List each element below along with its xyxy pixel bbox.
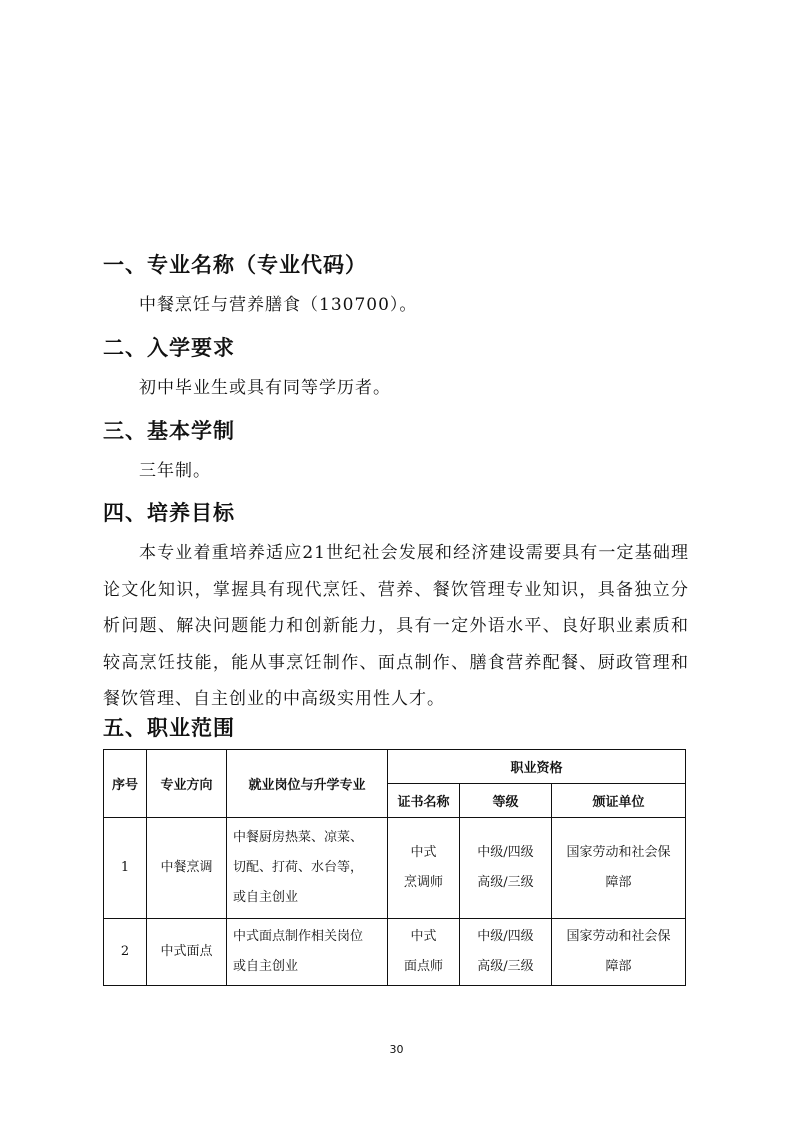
cell-issuer bbox=[552, 818, 686, 919]
header-qualification: 职业资格 bbox=[388, 750, 686, 784]
cell-line: 障部 bbox=[605, 959, 632, 974]
table-row bbox=[104, 919, 686, 986]
section-heading-4: 四、培养目标 bbox=[103, 501, 235, 525]
cell-direction: 中餐烹调 bbox=[147, 818, 227, 919]
cell-line: 中式 bbox=[410, 929, 437, 944]
section-body-2: 初中毕业生或具有同等学历者。 bbox=[139, 378, 391, 398]
cell-line: 高级/三级 bbox=[477, 875, 534, 890]
section-body-1: 中餐烹饪与营养膳食（130700）。 bbox=[139, 295, 418, 315]
section-heading-5: 五、职业范围 bbox=[103, 716, 235, 740]
cell-line: 或自主创业 bbox=[233, 890, 299, 905]
cell-direction: 中式面点 bbox=[147, 919, 227, 986]
cell-line: 烹调师 bbox=[403, 875, 443, 890]
cell-cert bbox=[388, 919, 460, 986]
header-level: 等级 bbox=[460, 784, 552, 818]
career-scope-table bbox=[103, 749, 686, 986]
cell-line: 国家劳动和社会保 bbox=[566, 845, 671, 860]
page-number: 30 bbox=[389, 1043, 404, 1056]
cell-line: 面点师 bbox=[403, 959, 443, 974]
cell-line: 中式 bbox=[410, 845, 437, 860]
cell-line: 中餐厨房热菜、凉菜、 bbox=[233, 830, 364, 845]
cell-line: 障部 bbox=[605, 875, 632, 890]
cell-line: 切配、打荷、水台等， bbox=[233, 860, 364, 875]
cell-cert bbox=[388, 818, 460, 919]
header-jobs: 就业岗位与升学专业 bbox=[227, 750, 388, 818]
header-seq: 序号 bbox=[104, 750, 147, 818]
section-heading-1: 一、专业名称（专业代码） bbox=[103, 253, 367, 277]
cell-line: 国家劳动和社会保 bbox=[566, 929, 671, 944]
cell-level bbox=[460, 818, 552, 919]
cell-level bbox=[460, 919, 552, 986]
section-heading-3: 三、基本学制 bbox=[103, 419, 235, 443]
cell-line: 或自主创业 bbox=[233, 959, 299, 974]
section-body-3: 三年制。 bbox=[139, 461, 211, 481]
cell-line: 中级/四级 bbox=[477, 845, 534, 860]
cell-jobs bbox=[227, 818, 388, 919]
table-row bbox=[104, 818, 686, 919]
header-cert-name: 证书名称 bbox=[388, 784, 460, 818]
section-heading-2: 二、入学要求 bbox=[103, 336, 235, 360]
header-issuer: 颁证单位 bbox=[552, 784, 686, 818]
cell-seq: 1 bbox=[104, 818, 147, 919]
section-body-4: 本专业着重培养适应21世纪社会发展和经济建设需要具有一定基础理论文化知识，掌握具有现代烹饪、营养、餐饮管理专业知识，具备独立分析问题、解决问题能力和创新能力，具有一定外语水平、良好职业素质和较高烹饪技能，能从事烹饪制作、面点制作、膳食营养配餐、厨政管理和餐饮管理、自主创业的中高级实用性人才。 bbox=[103, 543, 689, 709]
cell-line: 中式面点制作相关岗位 bbox=[233, 929, 364, 944]
cell-issuer bbox=[552, 919, 686, 986]
header-direction: 专业方向 bbox=[147, 750, 227, 818]
cell-seq: 2 bbox=[104, 919, 147, 986]
cell-jobs bbox=[227, 919, 388, 986]
cell-line: 高级/三级 bbox=[477, 959, 534, 974]
cell-line: 中级/四级 bbox=[477, 929, 534, 944]
